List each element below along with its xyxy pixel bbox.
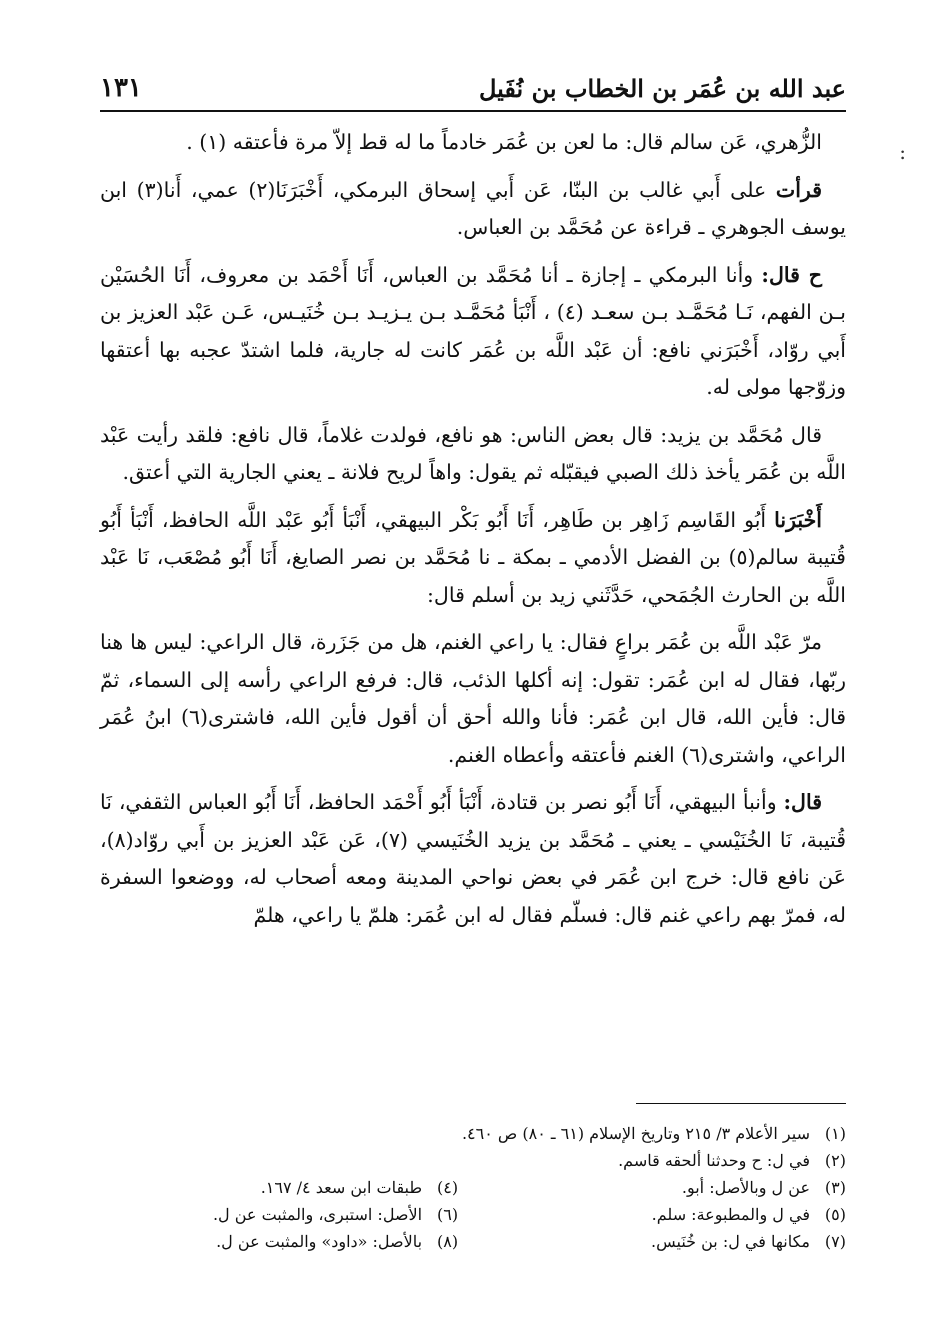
footnote-number: (٨)	[437, 1232, 459, 1251]
paragraph-lead: قال:	[783, 790, 822, 814]
paragraph-lead: قرأت	[775, 177, 822, 202]
footnote-text: في ل والمطبوعة: سلم.	[651, 1205, 810, 1224]
paragraph	[100, 502, 846, 615]
paragraph-text: وأنا البرمكي ـ إجازة ـ أنا مُحَمَّد بن العباس، أَنَا أَحْمَد بن معروف، أَنَا الحُسَيْن بـن الفهم، نَـا مُحَمَّـد بـن سعـد (٤) ، أَنْبَأ مُحَمَّـد بـن يـزيـد بـن خُنَيـس، عَـن عَبْد العزيز بن أَبي روّاد، أَخْبَرَني نافع: أن عَبْد اللَّه بن عُمَر كانت له جارية، فلما اشتدّ عجبه بها أعتقها وزوّجها مولى له.	[100, 262, 846, 399]
footnote-number: (٢)	[824, 1151, 846, 1170]
footnote-number: (٥)	[824, 1205, 846, 1224]
page-number: ١٣١	[100, 73, 142, 103]
running-title: عبد الله بن عُمَر بن الخطاب بن نُفَيل	[478, 73, 846, 103]
paragraph-lead: أَخْبَرَنا	[774, 507, 822, 532]
footnote-row	[100, 1201, 846, 1228]
footnote-number: (١)	[824, 1124, 846, 1143]
paragraph	[100, 417, 846, 492]
footnote	[458, 1228, 846, 1255]
running-header	[100, 66, 846, 112]
paragraph	[100, 784, 846, 934]
footnote	[100, 1120, 846, 1147]
footnote-number: (٦)	[437, 1205, 459, 1224]
paragraph-text: أَبُو القَاسِم زَاهِر بن طَاهِر، أَنَا أَبُو بَكْر البيهقي، أَنْبَأ أَبُو عَبْد اللَّه الحافظ، أَنْبَأ أَبُو قُتيبة سالم(٥) بن الفضل الأدمي ـ بمكة ـ نا مُحَمَّد بن نصر الصايغ، أَنَا أَبُو مُصْعَب، نَا عَبْد اللَّه بن الحارث الجُمَحي، حَدَّثَني زيد بن أسلم قال:	[100, 507, 846, 607]
footnote	[458, 1174, 846, 1201]
footnote	[100, 1201, 458, 1228]
main-text	[100, 124, 846, 944]
paragraph	[100, 172, 846, 247]
footnote-number: (٣)	[824, 1178, 846, 1197]
footnote-text: سير الأعلام ٣/ ٢١٥ وتاريخ الإسلام (٦١ ـ ٨٠) ص ٤٦٠.	[461, 1124, 810, 1143]
footnotes	[100, 1120, 846, 1255]
paragraph-text: وأنبأ البيهقي، أَنَا أَبُو نصر بن قتادة، أَنْبَأ أَبُو أَحْمَد الحافظ، أَنَا أَبُو العباس الثقفي، نَا قُتيبة، نَا الخُنَيْسي ـ يعني ـ مُحَمَّد بن يزيد الخُنَيسي (٧)، عَن عَبْد العزيز بن أَبي روّاد(٨)، عَن نافع قال: خرج ابن عُمَر في بعض نواحي المدينة ومعه أصحاب له، ووضعوا السفرة له، فمرّ بهم راعي غنم قال: فسلّم فقال له ابن عُمَر: هلمّ يا راعي، هلمّ	[100, 790, 847, 927]
footnote-text: في ل: ح وحدثنا ألحقه قاسم.	[618, 1151, 810, 1170]
footnote-row	[100, 1174, 846, 1201]
paragraph	[100, 124, 846, 162]
paragraph-text: على أَبي غالب بن البنّا، عَن أَبي إسحاق البرمكي، أَخْبَرَنَا(٢) عمي، أَنا(٣) ابن يوسف الجوهري ـ قراءة عن مُحَمَّد بن العباس.	[100, 177, 846, 239]
footnote	[100, 1147, 846, 1174]
footnote	[100, 1228, 458, 1255]
footnote-text: طبقات ابن سعد ٤/ ١٦٧.	[260, 1178, 423, 1197]
margin-mark: :	[899, 140, 906, 164]
footnote-text: بالأصل: «داود» والمثبت عن ل.	[216, 1232, 423, 1251]
footnote-row	[100, 1228, 846, 1255]
footnote	[458, 1201, 846, 1228]
footnote-text: الأصل: استبرى، والمثبت عن ل.	[212, 1205, 423, 1224]
paragraph	[100, 257, 846, 407]
footnote-text: عن ل وبالأصل: أبو.	[681, 1178, 810, 1197]
footnote-number: (٤)	[437, 1178, 459, 1197]
footnote-number: (٧)	[824, 1232, 846, 1251]
paragraph-text: قال مُحَمَّد بن يزيد: قال بعض الناس: هو نافع، فولدت غلاماً، قال نافع: فلقد رأيت عَبْد اللَّه بن عُمَر يأخذ ذلك الصبي فيقبّله ثم يقول: واهاً لريح فلانة ـ يعني الجارية التي أعتق.	[100, 422, 846, 484]
paragraph-text: مرّ عَبْد اللَّه بن عُمَر براعٍ فقال: يا راعي الغنم، هل من جَزَرة، قال الراعي: ليس ها هنا ربّها، فقال له ابن عُمَر: تقول: إنه أكلها الذئب، قال: فرفع الراعي رأسه إلى السماء، ثمّ قال: فأين الله، قال ابن عُمَر: فأنا والله أحق أن أقول فأين الله، فاشترى(٦) ابنُ عُمَر الراعي، واشترى(٦) الغنم فأعتقه وأعطاه الغنم.	[100, 630, 847, 767]
paragraph-lead: ح قال:	[761, 262, 822, 287]
footnote	[100, 1174, 458, 1201]
paragraph	[100, 624, 846, 774]
footnote-text: مكانها في ل: بن خُنَيس.	[651, 1232, 810, 1251]
footnote-divider	[636, 1103, 846, 1104]
paragraph-text: الزُّهري، عَن سالم قال: ما لعن بن عُمَر خادماً ما له قط إلاّ مرة فأعتقه (١) .	[186, 130, 822, 154]
